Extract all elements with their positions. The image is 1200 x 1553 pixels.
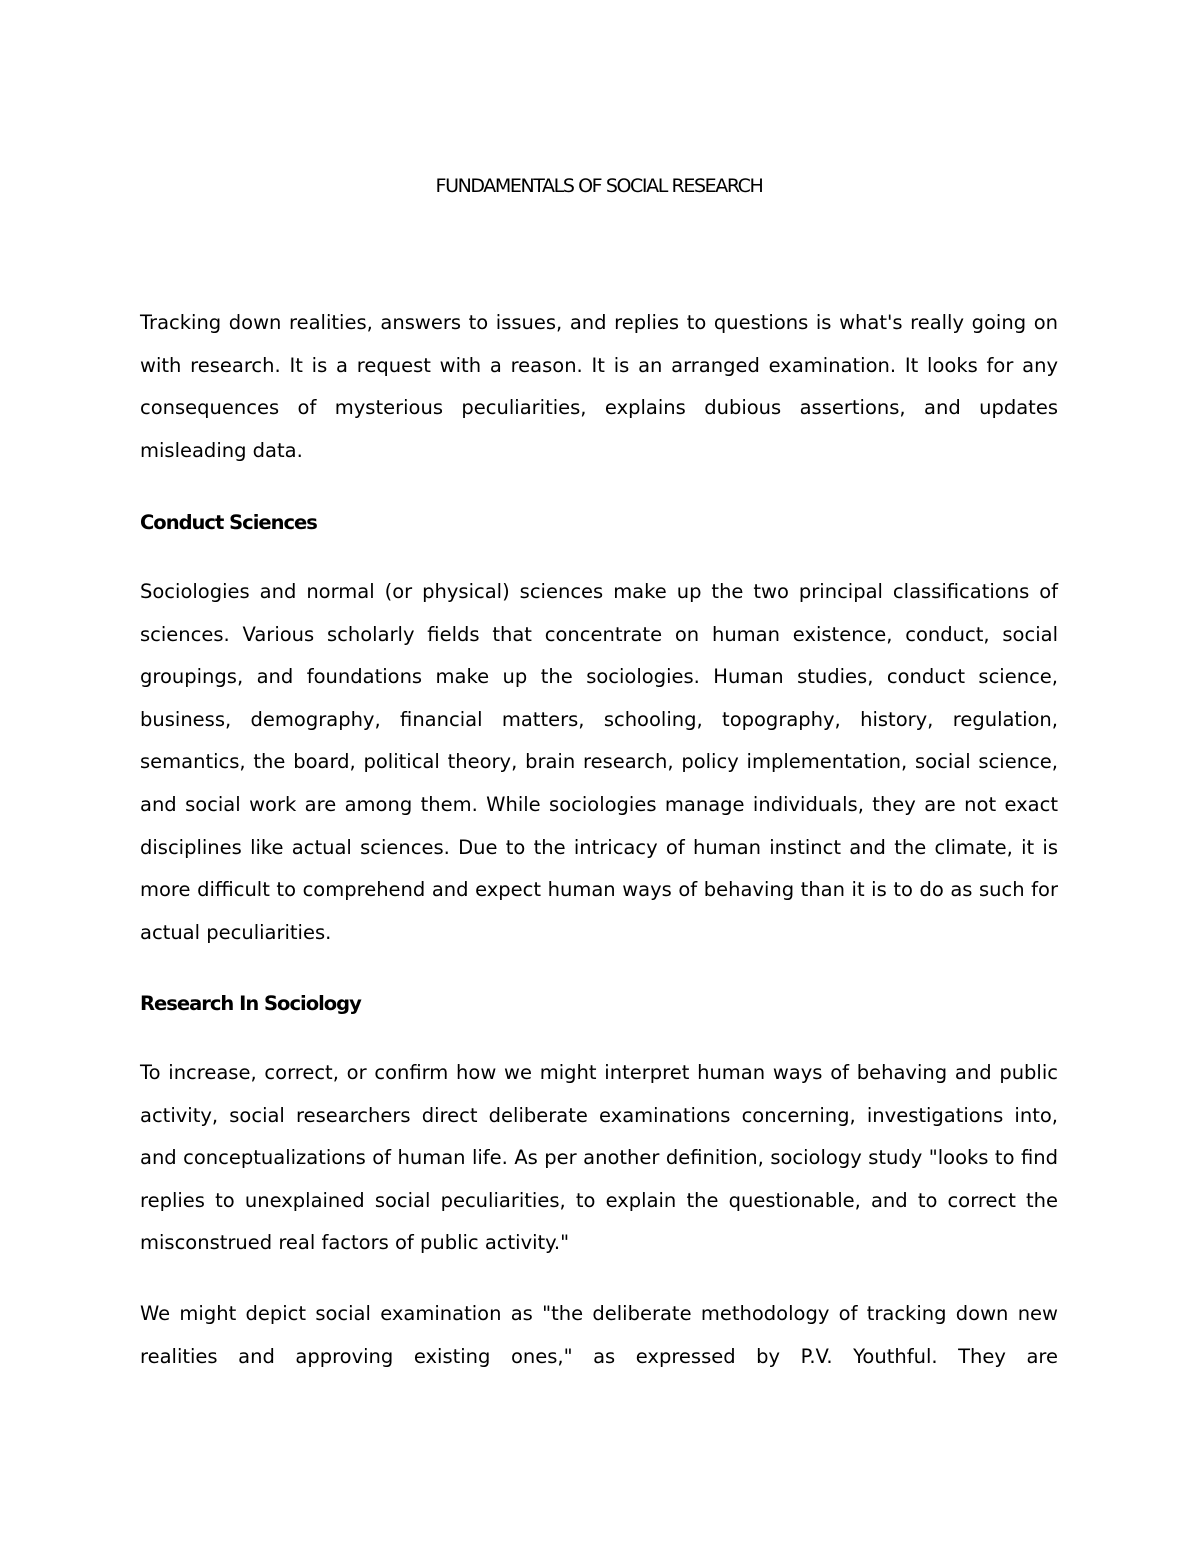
section-heading: Research In Sociology bbox=[140, 992, 361, 1015]
section-research-in-sociology-body-2 bbox=[140, 1293, 1058, 1378]
intro-paragraph: Tracking down realities, answers to issues, and replies to questions is what's really going on with research. It is a request with a reason. It is an arranged examination. It looks for any consequences of mysterious peculiarities, explains dubious assertions, and updates misleading data. bbox=[140, 311, 1058, 462]
section-conduct-sciences bbox=[140, 509, 1058, 537]
section-research-in-sociology bbox=[140, 990, 1058, 1018]
intro-block bbox=[140, 302, 1058, 472]
document-title: FUNDAMENTALS OF SOCIAL RESEARCH bbox=[435, 175, 763, 197]
body-paragraph: Sociologies and normal (or physical) sciences make up the two principal classifications of sciences. Various scholarly fields that concentrate on human existence, conduct, social groupings, and foundations make up the sociologies. Human studies, conduct science, business, demography, financial matters, schooling, topography, history, regulation, semantics, the board, political theory, brain research, policy implementation, social science, and social work are among them. While sociologies manage individuals, they are not exact disciplines like actual sciences. Due to the intricacy of human instinct and the climate, it is more difficult to comprehend and expect human ways of behaving than it is to do as such for actual peculiarities. bbox=[140, 580, 1058, 944]
body-paragraph: To increase, correct, or confirm how we might interpret human ways of behaving and public activity, social researchers direct deliberate examinations concerning, investigations into, and conceptualizations of human life. As per another definition, sociology study "looks to find replies to unexplained social peculiarities, to explain the questionable, and to correct the misconstrued real factors of public activity." bbox=[140, 1061, 1058, 1255]
body-paragraph: We might depict social examination as "the deliberate methodology of tracking down new realities and approving existing ones," as expressed by P.V. Youthful. They are bbox=[140, 1302, 1058, 1368]
section-research-in-sociology-body bbox=[140, 1052, 1058, 1265]
section-heading: Conduct Sciences bbox=[140, 511, 317, 534]
section-conduct-sciences-body bbox=[140, 571, 1058, 954]
